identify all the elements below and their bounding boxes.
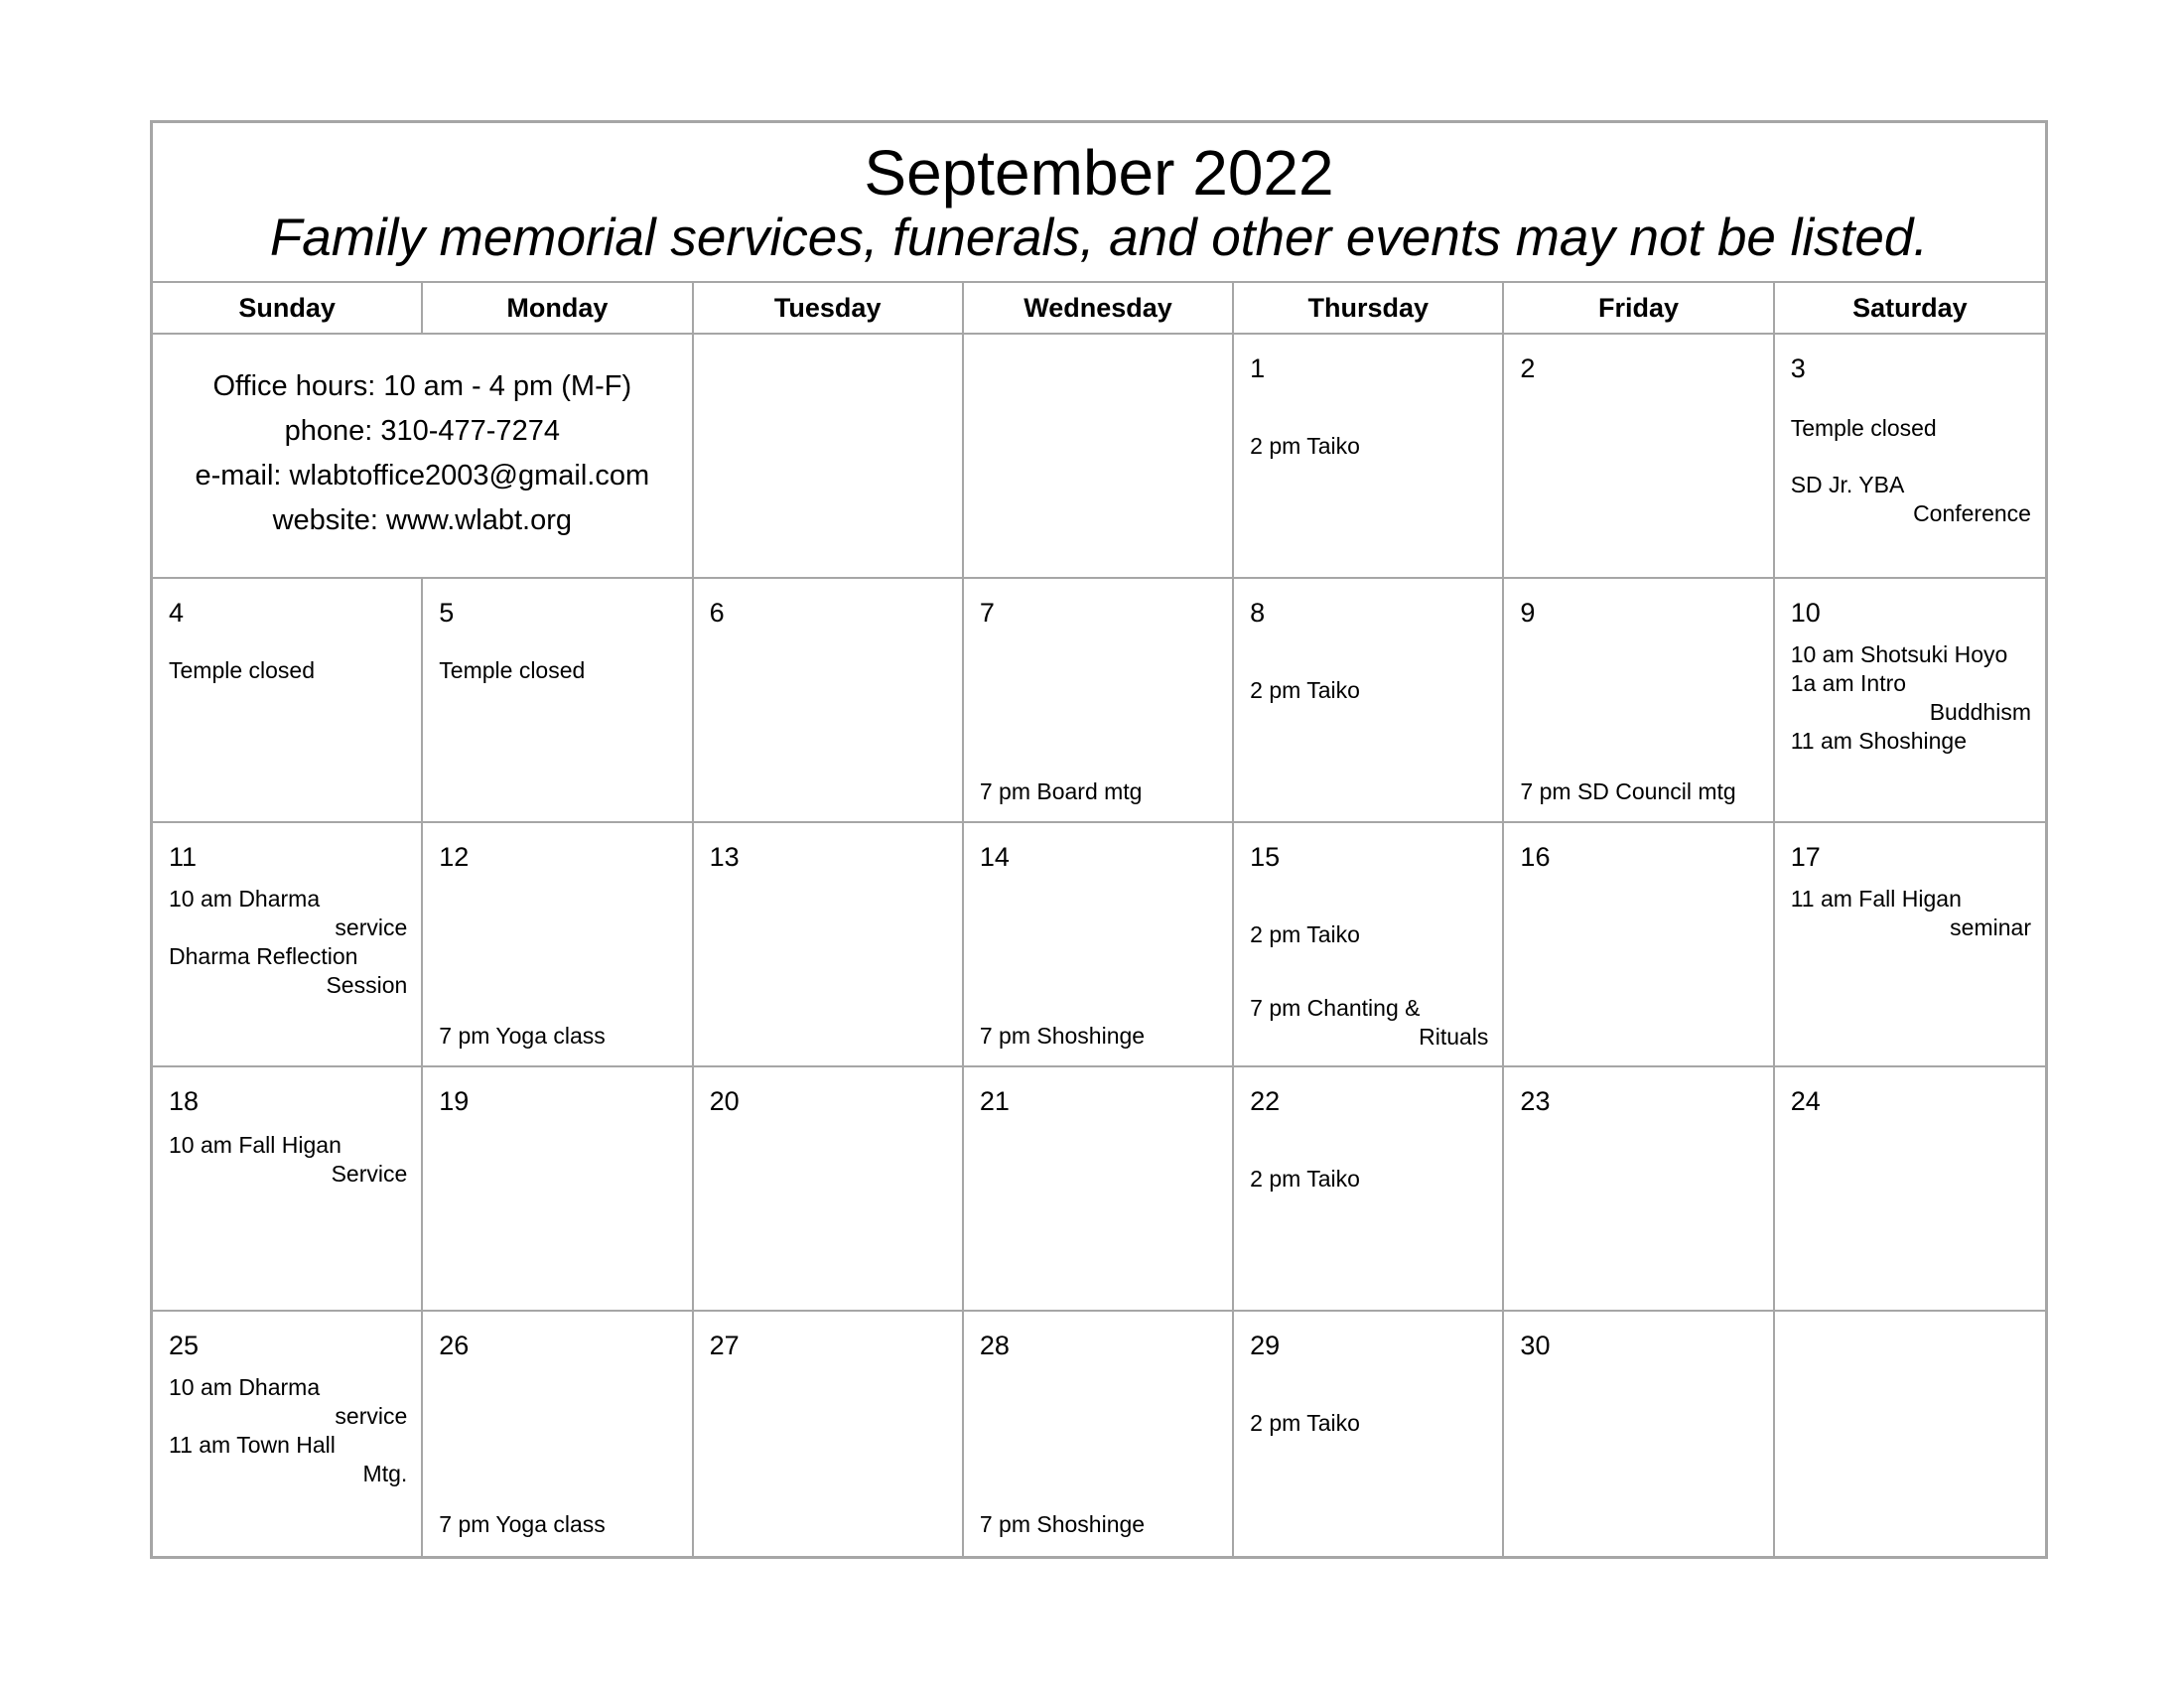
day-number: 19 [439,1086,470,1116]
day-number: 5 [439,598,455,628]
day-number: 14 [979,842,1010,872]
day-cell-19 [423,1067,693,1312]
day-cell-18 [153,1067,423,1312]
day-number: 30 [1520,1331,1551,1360]
day-cell-4 [153,579,423,823]
day-cell-27 [694,1312,964,1556]
event: Service [331,1161,408,1187]
day-number: 23 [1520,1086,1551,1116]
event: 10 am Dharma [169,1374,321,1400]
day-cell-21 [964,1067,1234,1312]
event: 2 pm Taiko [1250,433,1360,459]
event: 2 pm Taiko [1250,1166,1360,1192]
office-info [153,335,694,579]
dow-sunday: Sunday [153,283,423,333]
day-cell-26 [423,1312,693,1556]
event: Temple closed [1790,415,1937,441]
office-email: e-mail: wlabtoffice2003@gmail.com [195,460,650,492]
day-number: 16 [1520,842,1551,872]
day-cell-3 [1775,335,2045,579]
dow-wednesday: Wednesday [964,283,1234,333]
calendar-title: September 2022 [864,137,1334,209]
day-cell-12 [423,823,693,1067]
day-cell-30 [1504,1312,1774,1556]
day-cell-13 [694,823,964,1067]
day-cell-2 [1504,335,1774,579]
day-number: 28 [979,1331,1010,1360]
event: service [335,1403,408,1429]
calendar [150,120,2048,1559]
day-cell-23 [1504,1067,1774,1312]
day-number: 1 [1250,353,1266,383]
day-number: 25 [169,1331,200,1360]
event: 1a am Intro [1790,670,1907,696]
day-cell-10 [1775,579,2045,823]
day-cell-5 [423,579,693,823]
day-number: 12 [439,842,470,872]
event: 10 am Dharma [169,886,321,912]
day-cell-9 [1504,579,1774,823]
day-number: 21 [979,1086,1010,1116]
day-cell-empty [964,335,1234,579]
day-cell-16 [1504,823,1774,1067]
event: service [335,914,408,940]
day-number: 3 [1790,353,1806,383]
day-number: 17 [1790,842,1821,872]
calendar-grid [153,335,2045,1556]
event: 2 pm Taiko [1250,1410,1360,1436]
event: Conference [1913,500,2031,526]
day-number: 10 [1790,598,1821,628]
event: Rituals [1419,1024,1489,1050]
day-number: 13 [709,842,740,872]
day-number: 20 [709,1086,740,1116]
event: Mtg. [362,1461,408,1486]
event: 7 pm SD Council mtg [1520,778,1736,804]
day-number: 2 [1520,353,1536,383]
day-cell-8 [1234,579,1504,823]
day-number: 26 [439,1331,470,1360]
day-cell-15 [1234,823,1504,1067]
event: Temple closed [439,657,586,683]
day-of-week-header [153,283,2045,335]
day-number: 8 [1250,598,1266,628]
day-number: 22 [1250,1086,1281,1116]
day-number: 6 [709,598,725,628]
calendar-header [153,123,2045,283]
event: 11 am Shoshinge [1790,728,1968,754]
event: 10 am Fall Higan [169,1132,341,1158]
day-cell-29 [1234,1312,1504,1556]
event: Session [326,972,408,998]
day-cell-14 [964,823,1234,1067]
event: 7 pm Yoga class [439,1511,606,1537]
day-number: 29 [1250,1331,1281,1360]
day-number: 27 [709,1331,740,1360]
event: SD Jr. YBA [1790,472,1905,497]
day-cell-empty [694,335,964,579]
day-cell-17 [1775,823,2045,1067]
calendar-subtitle: Family memorial services, funerals, and other events may not be listed. [269,209,1929,267]
office-hours: Office hours: 10 am - 4 pm (M-F) [212,370,632,402]
day-cell-20 [694,1067,964,1312]
day-cell-1 [1234,335,1504,579]
event: Temple closed [169,657,316,683]
day-cell-28 [964,1312,1234,1556]
day-cell-6 [694,579,964,823]
day-cell-22 [1234,1067,1504,1312]
day-cell-24 [1775,1067,2045,1312]
event: 11 am Fall Higan [1790,886,1962,912]
day-cell-empty [1775,1312,2045,1556]
dow-friday: Friday [1504,283,1774,333]
day-cell-25 [153,1312,423,1556]
day-number: 7 [979,598,995,628]
dow-monday: Monday [423,283,693,333]
day-number: 9 [1520,598,1536,628]
event: 7 pm Yoga class [439,1023,606,1049]
day-number: 18 [169,1086,200,1116]
event: 10 am Shotsuki Hoyo [1790,641,2008,667]
day-number: 15 [1250,842,1281,872]
event: 7 pm Board mtg [979,778,1143,804]
day-cell-11 [153,823,423,1067]
dow-tuesday: Tuesday [694,283,964,333]
event: 7 pm Shoshinge [979,1023,1146,1049]
event: Dharma Reflection [169,943,358,969]
day-number: 24 [1790,1086,1821,1116]
day-cell-7 [964,579,1234,823]
event: 7 pm Shoshinge [979,1511,1146,1537]
event: 2 pm Taiko [1250,677,1360,703]
event: 2 pm Taiko [1250,921,1360,947]
dow-saturday: Saturday [1852,293,1968,323]
office-phone: phone: 310-477-7274 [284,415,560,447]
day-number: 11 [169,842,198,872]
office-website: website: www.wlabt.org [272,504,572,536]
event: 11 am Town Hall [169,1432,336,1458]
event: 7 pm Chanting & [1250,995,1421,1021]
dow-thursday: Thursday [1234,283,1504,333]
event: Buddhism [1929,699,2031,725]
event: seminar [1950,914,2031,940]
day-number: 4 [169,598,185,628]
